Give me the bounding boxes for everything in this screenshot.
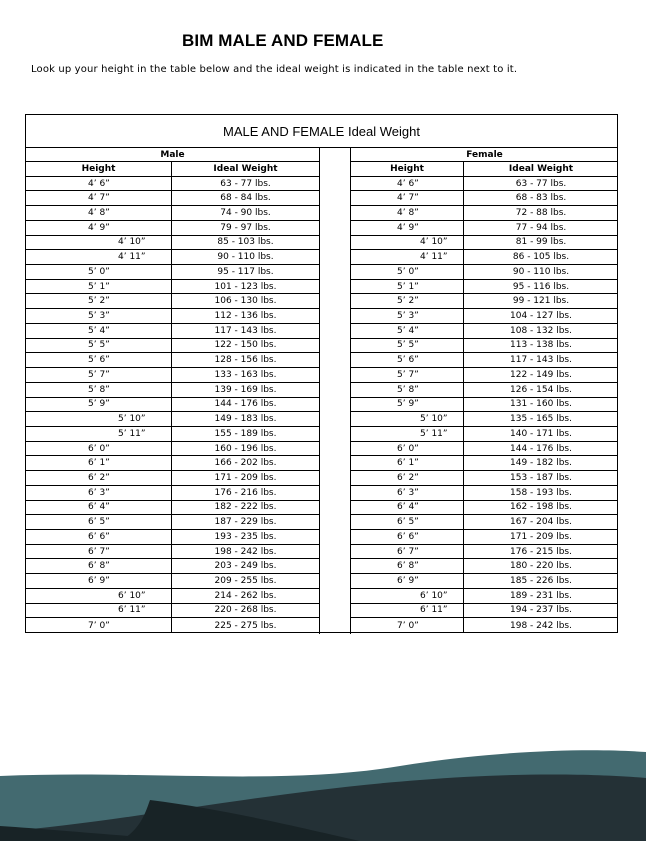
table-row <box>26 294 319 309</box>
table-row <box>26 501 319 516</box>
weight-cell: 95 - 117 lbs. <box>217 266 274 277</box>
weight-cell: 220 - 268 lbs. <box>214 605 277 616</box>
weight-cell: 140 - 171 lbs. <box>510 428 572 439</box>
table-row <box>26 280 319 295</box>
weight-cell: 108 - 132 lbs. <box>510 325 572 336</box>
height-cell: 5’ 11” <box>26 427 172 441</box>
height-cell: 6’ 7” <box>26 545 172 559</box>
weight-cell: 149 - 182 lbs. <box>510 458 572 469</box>
weight-cell: 77 - 94 lbs. <box>515 222 567 233</box>
height-cell: 5’ 7” <box>351 368 464 382</box>
height-cell: 5’ 6” <box>351 353 464 367</box>
height-cell: 5’ 2” <box>351 294 464 308</box>
weight-cell: 160 - 196 lbs. <box>214 443 277 454</box>
weight-cell: 122 - 150 lbs. <box>214 340 277 351</box>
weight-cell: 162 - 198 lbs. <box>510 502 572 513</box>
height-cell: 6’ 0” <box>351 442 464 456</box>
table-row <box>26 221 319 236</box>
height-cell: 4’ 8” <box>351 206 464 220</box>
weight-cell: 74 - 90 lbs. <box>220 208 271 219</box>
weight-cell: 198 - 242 lbs. <box>214 546 277 557</box>
height-cell: 6’ 2” <box>26 471 172 485</box>
height-cell: 6’ 9” <box>26 574 172 588</box>
height-cell: 5’ 10” <box>351 412 464 426</box>
height-cell: 6’ 5” <box>351 515 464 529</box>
table-row <box>351 353 618 368</box>
height-cell: 7’ 0” <box>26 618 172 633</box>
table-row <box>351 177 618 192</box>
female-height-header: Height <box>351 162 464 176</box>
weight-cell: 131 - 160 lbs. <box>510 399 572 410</box>
table-row <box>351 501 618 516</box>
table-row <box>26 353 319 368</box>
height-cell: 4’ 6” <box>26 177 172 191</box>
weight-cell: 167 - 204 lbs. <box>510 517 572 528</box>
weight-cell: 193 - 235 lbs. <box>214 531 277 542</box>
height-cell: 6’ 8” <box>26 559 172 573</box>
weight-cell: 194 - 237 lbs. <box>510 605 572 616</box>
table-row <box>351 471 618 486</box>
weight-cell: 166 - 202 lbs. <box>214 458 277 469</box>
weight-cell: 135 - 165 lbs. <box>510 414 572 425</box>
weight-cell: 158 - 193 lbs. <box>510 487 572 498</box>
height-cell: 6’ 9” <box>351 574 464 588</box>
height-cell: 4’ 11” <box>26 250 172 264</box>
weight-cell: 176 - 216 lbs. <box>214 487 277 498</box>
table-row <box>351 618 618 633</box>
table-row <box>351 545 618 560</box>
height-cell: 6’ 1” <box>351 456 464 470</box>
weight-cell: 144 - 176 lbs. <box>510 443 572 454</box>
male-height-header: Height <box>26 162 172 176</box>
table-row <box>26 471 319 486</box>
weight-cell: 198 - 242 lbs. <box>510 620 572 631</box>
table-row <box>26 530 319 545</box>
weight-cell: 144 - 176 lbs. <box>214 399 277 410</box>
height-cell: 6’ 0” <box>26 442 172 456</box>
table-title: MALE AND FEMALE Ideal Weight <box>26 115 617 148</box>
weight-cell: 90 - 110 lbs. <box>217 252 274 263</box>
height-cell: 5’ 5” <box>351 339 464 353</box>
height-cell: 5’ 8” <box>351 383 464 397</box>
table-row <box>26 618 319 633</box>
height-cell: 5’ 6” <box>26 353 172 367</box>
decorative-waves <box>0 740 646 841</box>
height-cell: 4’ 7” <box>351 191 464 205</box>
table-row <box>351 309 618 324</box>
height-cell: 5’ 4” <box>26 324 172 338</box>
table-row <box>26 250 319 265</box>
weight-cell: 104 - 127 lbs. <box>510 311 572 322</box>
weight-cell: 185 - 226 lbs. <box>510 575 572 586</box>
height-cell: 6’ 4” <box>26 501 172 515</box>
height-cell: 5’ 3” <box>26 309 172 323</box>
weight-cell: 189 - 231 lbs. <box>510 590 572 601</box>
weight-cell: 171 - 209 lbs. <box>510 531 572 542</box>
height-cell: 4’ 6” <box>351 177 464 191</box>
height-cell: 5’ 11” <box>351 427 464 441</box>
weight-cell: 149 - 183 lbs. <box>214 414 277 425</box>
table-row <box>351 530 618 545</box>
table-row <box>351 442 618 457</box>
height-cell: 5’ 9” <box>351 398 464 412</box>
female-rows <box>351 177 618 633</box>
weight-cell: 203 - 249 lbs. <box>214 561 277 572</box>
height-cell: 6’ 1” <box>26 456 172 470</box>
table-row <box>26 604 319 619</box>
intro-text: Look up your height in the table below and the ideal weight is indicated in the table next to it. <box>31 64 518 75</box>
table-row <box>351 427 618 442</box>
table-row <box>26 191 319 206</box>
weight-cell: 63 - 77 lbs. <box>220 178 271 189</box>
height-cell: 6’ 6” <box>351 530 464 544</box>
weight-cell: 139 - 169 lbs. <box>214 384 277 395</box>
weight-cell: 106 - 130 lbs. <box>214 296 277 307</box>
weight-cell: 122 - 149 lbs. <box>510 369 572 380</box>
weight-cell: 68 - 84 lbs. <box>220 193 271 204</box>
height-cell: 5’ 8” <box>26 383 172 397</box>
table-row <box>26 486 319 501</box>
ideal-weight-table <box>25 114 618 633</box>
height-cell: 5’ 5” <box>26 339 172 353</box>
weight-cell: 155 - 189 lbs. <box>214 428 277 439</box>
weight-cell: 101 - 123 lbs. <box>214 281 277 292</box>
height-cell: 6’ 3” <box>351 486 464 500</box>
height-cell: 6’ 11” <box>26 604 172 618</box>
height-cell: 5’ 10” <box>26 412 172 426</box>
height-cell: 5’ 4” <box>351 324 464 338</box>
table-row <box>351 383 618 398</box>
table-row <box>351 515 618 530</box>
weight-cell: 99 - 121 lbs. <box>512 296 570 307</box>
table-row <box>26 383 319 398</box>
table-row <box>26 589 319 604</box>
weight-cell: 79 - 97 lbs. <box>220 222 271 233</box>
female-weight-header: Ideal Weight <box>508 163 574 174</box>
height-cell: 4’ 9” <box>351 221 464 235</box>
table-row <box>351 398 618 413</box>
table-row <box>26 456 319 471</box>
weight-cell: 81 - 99 lbs. <box>515 237 567 248</box>
height-cell: 6’ 10” <box>351 589 464 603</box>
height-cell: 6’ 6” <box>26 530 172 544</box>
height-cell: 4’ 11” <box>351 250 464 264</box>
table-row <box>26 368 319 383</box>
height-cell: 5’ 1” <box>26 280 172 294</box>
height-cell: 6’ 5” <box>26 515 172 529</box>
weight-cell: 225 - 275 lbs. <box>214 620 277 631</box>
height-cell: 4’ 8” <box>26 206 172 220</box>
weight-cell: 63 - 77 lbs. <box>515 178 567 189</box>
table-row <box>351 324 618 339</box>
weight-cell: 153 - 187 lbs. <box>510 472 572 483</box>
height-cell: 5’ 3” <box>351 309 464 323</box>
table-row <box>351 456 618 471</box>
male-rows <box>26 177 319 633</box>
weight-cell: 171 - 209 lbs. <box>214 472 277 483</box>
table-row <box>351 486 618 501</box>
table-row <box>26 324 319 339</box>
height-cell: 5’ 0” <box>26 265 172 279</box>
height-cell: 6’ 2” <box>351 471 464 485</box>
height-cell: 4’ 10” <box>26 236 172 250</box>
height-cell: 6’ 10” <box>26 589 172 603</box>
height-cell: 6’ 8” <box>351 559 464 573</box>
table-row <box>351 265 618 280</box>
weight-cell: 72 - 88 lbs. <box>515 208 567 219</box>
weight-cell: 68 - 83 lbs. <box>515 193 567 204</box>
weight-cell: 95 - 116 lbs. <box>512 281 570 292</box>
table-row <box>26 309 319 324</box>
weight-cell: 187 - 229 lbs. <box>214 517 277 528</box>
table-row <box>351 206 618 221</box>
height-cell: 5’ 7” <box>26 368 172 382</box>
table-row <box>351 412 618 427</box>
table-row <box>26 412 319 427</box>
table-row <box>26 545 319 560</box>
table-row <box>351 574 618 589</box>
table-row <box>351 604 618 619</box>
weight-cell: 126 - 154 lbs. <box>510 384 572 395</box>
table-row <box>26 515 319 530</box>
table-row <box>351 339 618 354</box>
weight-cell: 180 - 220 lbs. <box>510 561 572 572</box>
male-column-headers <box>26 162 319 177</box>
male-weight-header: Ideal Weight <box>213 163 278 174</box>
table-row <box>351 280 618 295</box>
female-heading: Female <box>351 148 618 162</box>
height-cell: 6’ 3” <box>26 486 172 500</box>
table-row <box>26 427 319 442</box>
weight-cell: 113 - 138 lbs. <box>510 340 572 351</box>
table-row <box>26 177 319 192</box>
height-cell: 5’ 2” <box>26 294 172 308</box>
table-row <box>351 368 618 383</box>
height-cell: 5’ 1” <box>351 280 464 294</box>
weight-cell: 86 - 105 lbs. <box>512 252 570 263</box>
table-row <box>26 339 319 354</box>
height-cell: 4’ 9” <box>26 221 172 235</box>
table-row <box>26 574 319 589</box>
height-cell: 6’ 7” <box>351 545 464 559</box>
weight-cell: 133 - 163 lbs. <box>214 369 277 380</box>
height-cell: 5’ 0” <box>351 265 464 279</box>
weight-cell: 214 - 262 lbs. <box>214 590 277 601</box>
weight-cell: 209 - 255 lbs. <box>214 575 277 586</box>
table-row <box>351 559 618 574</box>
weight-cell: 176 - 215 lbs. <box>510 546 572 557</box>
table-row <box>26 206 319 221</box>
weight-cell: 182 - 222 lbs. <box>214 502 277 513</box>
page-title: BIM MALE AND FEMALE <box>182 31 384 50</box>
height-cell: 4’ 10” <box>351 236 464 250</box>
height-cell: 7’ 0” <box>351 618 464 633</box>
height-cell: 6’ 11” <box>351 604 464 618</box>
table-row <box>351 236 618 251</box>
table-row <box>26 442 319 457</box>
weight-cell: 90 - 110 lbs. <box>512 266 570 277</box>
female-column-headers <box>351 162 618 177</box>
table-row <box>351 250 618 265</box>
height-cell: 5’ 9” <box>26 398 172 412</box>
weight-cell: 117 - 143 lbs. <box>214 325 277 336</box>
table-row <box>26 236 319 251</box>
male-panel <box>26 148 320 634</box>
male-heading: Male <box>26 148 319 162</box>
table-row <box>26 559 319 574</box>
table-row <box>351 589 618 604</box>
table-row <box>26 265 319 280</box>
height-cell: 6’ 4” <box>351 501 464 515</box>
height-cell: 4’ 7” <box>26 191 172 205</box>
weight-cell: 128 - 156 lbs. <box>214 355 277 366</box>
table-row <box>351 191 618 206</box>
weight-cell: 117 - 143 lbs. <box>510 355 572 366</box>
table-row <box>351 294 618 309</box>
table-row <box>351 221 618 236</box>
weight-cell: 112 - 136 lbs. <box>214 311 277 322</box>
table-row <box>26 398 319 413</box>
weight-cell: 85 - 103 lbs. <box>217 237 274 248</box>
female-panel <box>350 148 618 634</box>
